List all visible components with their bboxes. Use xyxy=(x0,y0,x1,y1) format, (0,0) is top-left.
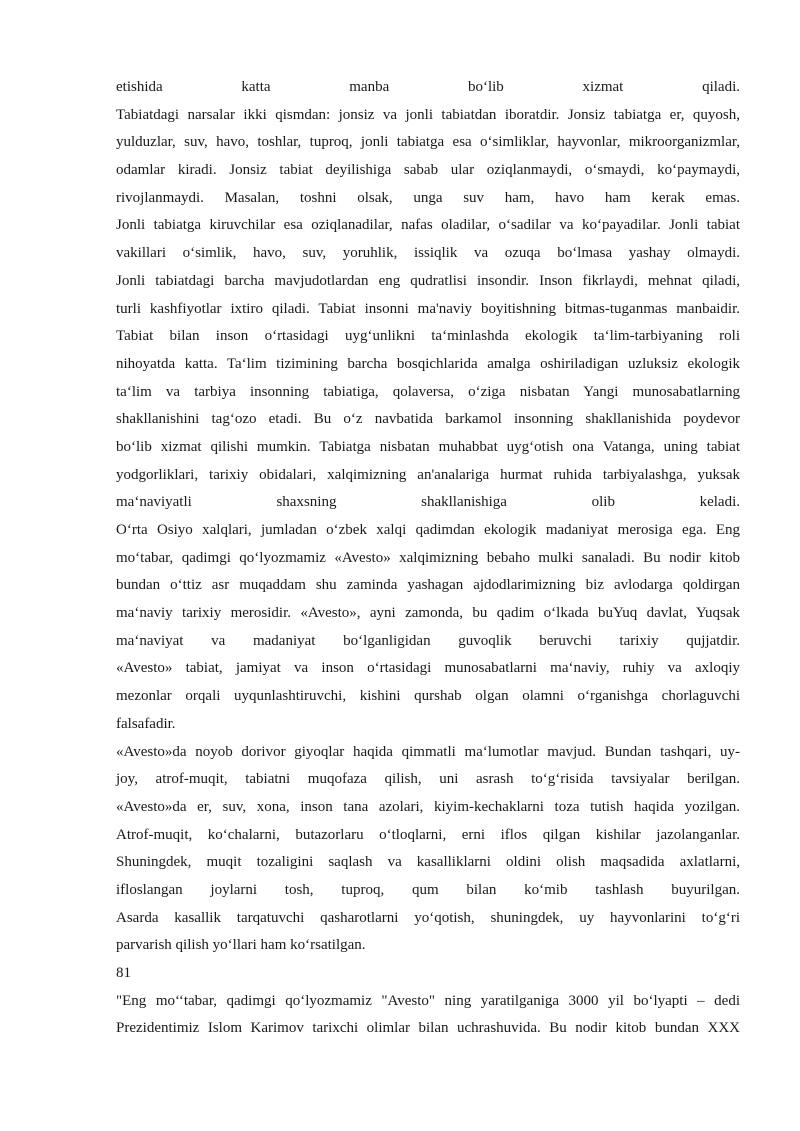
text-line: «Avesto» tabiat, jamiyat va inson o‘rtasidagi munosabatlarni ma‘naviy, ruhiy va axloqiy xyxy=(116,660,740,677)
text-line: ma‘naviy tarixiy merosidir. «Avesto», ayni zamonda, bu qadim o‘lkada buYuq davlat, Yuqsak xyxy=(116,605,740,622)
text-line: nihoyatda katta. Ta‘lim tizimining barcha bosqichlarida amalga oshiriladigan uzluksiz ekologik xyxy=(116,355,740,372)
text-line: turli kashfiyotlar ixtiro qiladi. Tabiat insonni ma'naviy boyitishning bitmas-tuganmas manbaidir. xyxy=(116,300,740,317)
text-line: falsafadir. xyxy=(116,715,176,732)
text-line: vakillari o‘simlik, havo, suv, yoruhlik, issiqlik va ozuqa bo‘lmasa yashay olmaydi. xyxy=(116,245,740,262)
text-line: parvarish qilish yo‘llari ham ko‘rsatilgan. xyxy=(116,937,366,954)
document-page xyxy=(116,74,740,1043)
page-number: 81 xyxy=(116,965,131,981)
text-line: ifloslangan joylarni tosh, tuproq, qum bilan ko‘mib tashlash buyurilgan. xyxy=(116,881,740,898)
text-line: bundan o‘ttiz asr muqaddam shu zaminda yashagan ajdodlarimizning biz avlodarga qoldirgan xyxy=(116,577,740,594)
text-line: mo‘tabar, qadimgi qo‘lyozmamiz «Avesto» xalqimizning bebaho mulki sanaladi. Bu nodir kitob xyxy=(116,549,740,566)
text-line: Jonli tabiatga kiruvchilar esa oziqlanadilar, nafas oladilar, o‘sadilar va ko‘payadilar. Jonli tabiat xyxy=(116,217,740,234)
text-line: etishida katta manba bo‘lib xizmat qiladi. xyxy=(116,79,740,95)
text-line: bo‘lib xizmat qilishi mumkin. Tabiatga nisbatan muhabbat uyg‘otish ona Vatanga, uning tabiat xyxy=(116,438,740,455)
text-line: Asarda kasallik tarqatuvchi qasharotlarni yo‘qotish, shuningdek, uy hayvonlarini to‘g‘ri xyxy=(116,909,740,926)
text-line: joy, atrof-muqit, tabiatni muqofaza qilish, uni asrash to‘g‘risida tavsiyalar berilgan. xyxy=(116,771,740,788)
text-line: «Avesto»da er, suv, xona, inson tana azolari, kiyim-kechaklarni toza tutish haqida yozilgan. xyxy=(116,798,740,815)
text-line: ma‘naviyat va madaniyat bo‘lganligidan guvoqlik beruvchi tarixiy qujjatdir. xyxy=(116,632,740,649)
text-line: rivojlanmaydi. Masalan, toshni olsak, unga suv ham, havo ham kerak emas. xyxy=(116,189,740,206)
text-line: odamlar kiradi. Jonsiz tabiat deyilishiga sabab ular oziqlanmaydi, o‘smaydi, ko‘paymaydi, xyxy=(116,162,740,179)
text-line: O‘rta Osiyo xalqlari, jumladan o‘zbek xalqi qadimdan ekologik madaniyat merosiga ega. Eng xyxy=(116,522,740,538)
text-line: «Avesto»da noyob dorivor giyoqlar haqida qimmatli ma‘lumotlar mavjud. Bundan tashqari, uy- xyxy=(116,743,740,760)
text-line: Tabiat bilan inson o‘rtasidagi uyg‘unlikni ta‘minlashda ekologik ta‘lim-tarbiyaning roli xyxy=(116,328,740,345)
text-line: yodgorliklari, tarixiy obidalari, xalqimizning an'analariga hurmat ruhida tarbiyalashga, yuksak xyxy=(116,466,740,483)
text-line: "Eng mo‘‘tabar, qadimgi qo‘lyozmamiz "Avesto" ning yaratilganiga 3000 yil bo‘lyapti – dedi xyxy=(116,992,740,1009)
text-line: mezonlar orqali uyqunlashtiruvchi, kishini qurshab olgan olamni o‘rganishga chorlaguvchi xyxy=(116,688,740,705)
text-line: Jonli tabiatdagi barcha mavjudotlardan eng qudratlisi insondir. Inson fikrlaydi, mehnat qiladi, xyxy=(116,272,740,289)
text-line: shakllanishini tag‘ozo etadi. Bu o‘z navbatida barkamol insonning shakllanishida poydevor xyxy=(116,411,740,428)
text-line: ma‘naviyatli shaxsning shakllanishiga olib keladi. xyxy=(116,494,740,511)
text-line: Shuningdek, muqit tozaligini saqlash va kasalliklarni oldini olish maqsadida axlatlarni, xyxy=(116,854,740,871)
text-line: Prezidentimiz Islom Karimov tarixchi olimlar bilan uchrashuvida. Bu nodir kitob bundan XXX xyxy=(116,1020,740,1037)
text-line: Atrof-muqit, ko‘chalarni, butazorlaru o‘tloqlarni, erni iflos qilgan kishilar jazolanganlar. xyxy=(116,826,740,843)
text-line: yulduzlar, suv, havo, toshlar, tuproq, jonli tabiatga esa o‘simliklar, hayvonlar, mikroorganizmlar, xyxy=(116,134,740,151)
text-line: ta‘lim va tarbiya insonning tabiatiga, qolaversa, o‘ziga nisbatan Yangi munosabatlarning xyxy=(116,383,740,400)
text-line: Tabiatdagi narsalar ikki qismdan: jonsiz va jonli tabiatdan iboratdir. Jonsiz tabiatga er, quyosh, xyxy=(116,106,740,123)
